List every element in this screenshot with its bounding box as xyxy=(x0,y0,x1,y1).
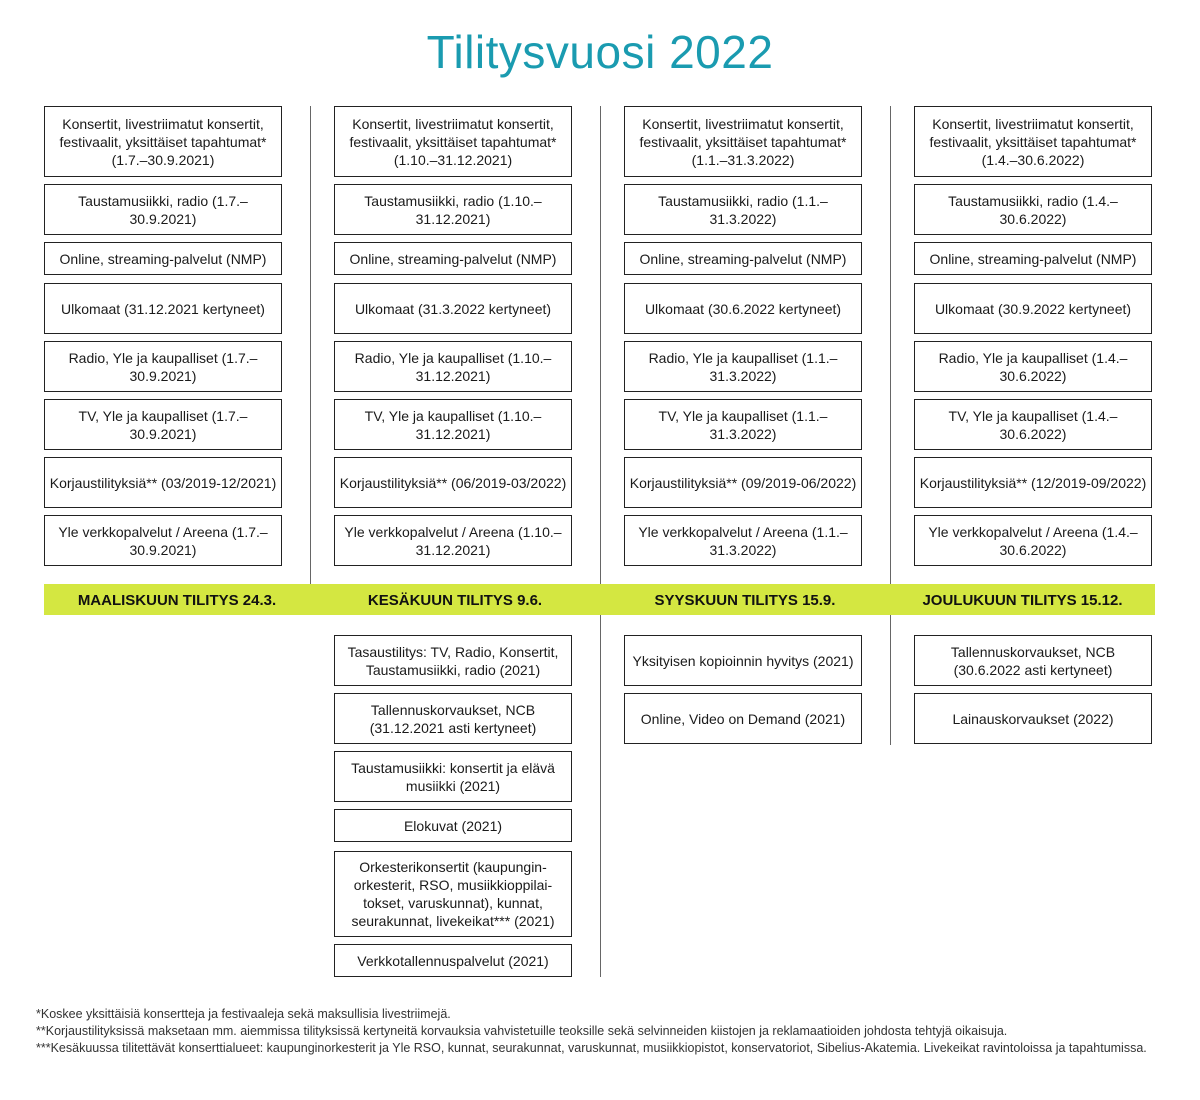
royalty-item-box xyxy=(624,399,862,450)
royalty-item-box xyxy=(44,457,282,508)
box-label: Ulkomaat (31.3.2022 kertyneet) xyxy=(354,300,552,317)
box-label: Orkesterikonsertit (kaupungin-orkesterit, RSO, musiikkioppilai-tokset, varuskunnat), kunnat, seurakunnat, livekeikat*** (2021) xyxy=(351,859,555,929)
payout-date-label: MAALISKUUN TILITYS 24.3. xyxy=(77,592,277,609)
box-label: Yksityisen kopioinnin hyvitys (2021) xyxy=(632,652,854,669)
additional-payout-box xyxy=(914,693,1152,744)
box-label: Konsertit, livestriimatut konsertit, festivaalit, yksittäiset tapahtumat* (1.10.–31.12.2021) xyxy=(349,115,557,168)
box-label: Taustamusiikki, radio (1.10.–31.12.2021) xyxy=(364,192,542,227)
box-label: Radio, Yle ja kaupalliset (1.4.–30.6.2022) xyxy=(938,349,1128,384)
box-label: Taustamusiikki, radio (1.1.–31.3.2022) xyxy=(658,192,828,227)
royalty-item-box xyxy=(44,399,282,450)
royalty-item-box xyxy=(44,515,282,566)
royalty-item-box xyxy=(334,106,572,177)
royalty-item-box xyxy=(44,341,282,392)
box-label: Online, streaming-palvelut (NMP) xyxy=(349,250,557,267)
royalty-item-box xyxy=(624,242,862,275)
box-label: Verkkotallennuspalvelut (2021) xyxy=(357,952,549,969)
box-label: Online, Video on Demand (2021) xyxy=(640,710,846,727)
royalty-item-box xyxy=(624,457,862,508)
box-label: Taustamusiikki: konsertit ja elävä musiikki (2021) xyxy=(351,759,555,794)
royalty-item-box xyxy=(624,106,862,177)
royalty-item-box xyxy=(334,457,572,508)
box-label: TV, Yle ja kaupalliset (1.4.–30.6.2022) xyxy=(948,407,1118,442)
royalty-item-box xyxy=(334,184,572,235)
additional-payout-box xyxy=(334,635,572,686)
box-label: Yle verkkopalvelut / Areena (1.10.–31.12.2021) xyxy=(344,523,562,558)
box-label: Taustamusiikki, radio (1.7.–30.9.2021) xyxy=(78,192,248,227)
royalty-item-box xyxy=(44,106,282,177)
additional-payout-box xyxy=(334,851,572,937)
box-label: Konsertit, livestriimatut konsertit, festivaalit, yksittäiset tapahtumat* (1.4.–30.6.2022) xyxy=(929,115,1137,168)
additional-payout-box xyxy=(334,809,572,842)
payout-date-label: SYYSKUUN TILITYS 15.9. xyxy=(654,592,836,609)
box-label: Online, streaming-palvelut (NMP) xyxy=(639,250,847,267)
box-label: Online, streaming-palvelut (NMP) xyxy=(59,250,267,267)
box-label: TV, Yle ja kaupalliset (1.7.–30.9.2021) xyxy=(78,407,248,442)
box-label: Radio, Yle ja kaupalliset (1.1.–31.3.2022) xyxy=(648,349,838,384)
additional-payout-box xyxy=(334,693,572,744)
royalty-item-box xyxy=(914,242,1152,275)
royalty-item-box xyxy=(334,341,572,392)
royalty-item-box xyxy=(914,457,1152,508)
box-label: Korjaustilityksiä** (12/2019-09/2022) xyxy=(919,474,1147,491)
royalty-item-box xyxy=(44,283,282,334)
royalty-item-box xyxy=(914,184,1152,235)
footnote-1: *Koskee yksittäisiä konsertteja ja festivaaleja sekä maksullisia livestriimejä. xyxy=(36,1007,451,1021)
royalty-item-box xyxy=(624,341,862,392)
payout-date-label: KESÄKUUN TILITYS 9.6. xyxy=(367,592,543,609)
page-title: Tilitysvuosi 2022 xyxy=(426,26,774,78)
footnote-3: ***Kesäkuussa tilitettävät konserttialueet: kaupunginorkesterit ja Yle RSO, kunnat, seurakunnat, varuskunnat, musiikkiopistot, konservatoriot, Sibelius-Akatemia. Livekeikat ravintoloissa ja tapahtumissa. xyxy=(36,1041,1147,1055)
box-label: Korjaustilityksiä** (09/2019-06/2022) xyxy=(629,474,857,491)
box-label: Yle verkkopalvelut / Areena (1.7.–30.9.2021) xyxy=(58,523,268,558)
royalty-item-box xyxy=(44,242,282,275)
additional-payout-box xyxy=(334,751,572,802)
royalty-item-box xyxy=(624,283,862,334)
box-label: TV, Yle ja kaupalliset (1.1.–31.3.2022) xyxy=(658,407,828,442)
additional-payout-box xyxy=(334,944,572,977)
box-label: Taustamusiikki, radio (1.4.–30.6.2022) xyxy=(948,192,1118,227)
payout-date-label: JOULUKUUN TILITYS 15.12. xyxy=(922,592,1123,609)
royalty-item-box xyxy=(334,399,572,450)
column-separator xyxy=(890,106,891,745)
column-separator xyxy=(600,106,601,977)
box-label: Yle verkkopalvelut / Areena (1.1.–31.3.2022) xyxy=(638,523,848,558)
box-label: Online, streaming-palvelut (NMP) xyxy=(929,250,1137,267)
royalty-item-box xyxy=(914,106,1152,177)
box-label: Radio, Yle ja kaupalliset (1.7.–30.9.2021) xyxy=(68,349,258,384)
box-label: Yle verkkopalvelut / Areena (1.4.–30.6.2022) xyxy=(928,523,1138,558)
box-label: Korjaustilityksiä** (03/2019-12/2021) xyxy=(49,474,277,491)
box-label: Tallennuskorvaukset, NCB (31.12.2021 asti kertyneet) xyxy=(369,701,537,736)
footnotes xyxy=(36,1006,1166,1057)
additional-payout-box xyxy=(624,693,862,744)
box-label: Lainauskorvaukset (2022) xyxy=(952,710,1114,727)
royalty-item-box xyxy=(624,184,862,235)
royalty-item-box xyxy=(334,515,572,566)
column-separator xyxy=(310,106,311,614)
box-label: Tasaustilitys: TV, Radio, Konsertit, Taustamusiikki, radio (2021) xyxy=(347,643,559,678)
royalty-item-box xyxy=(914,515,1152,566)
box-label: Ulkomaat (31.12.2021 kertyneet) xyxy=(61,300,265,317)
royalty-item-box xyxy=(914,399,1152,450)
box-label: Tallennuskorvaukset, NCB (30.6.2022 asti kertyneet) xyxy=(950,643,1116,678)
box-label: Konsertit, livestriimatut konsertit, festivaalit, yksittäiset tapahtumat* (1.1.–31.3.2022) xyxy=(639,115,847,168)
box-label: Konsertit, livestriimatut konsertit, festivaalit, yksittäiset tapahtumat* (1.7.–30.9.2021) xyxy=(59,115,267,168)
royalty-item-box xyxy=(914,341,1152,392)
box-label: Ulkomaat (30.9.2022 kertyneet) xyxy=(934,300,1132,317)
royalty-item-box xyxy=(44,184,282,235)
royalty-item-box xyxy=(624,515,862,566)
box-label: Ulkomaat (30.6.2022 kertyneet) xyxy=(644,300,842,317)
box-label: Elokuvat (2021) xyxy=(403,817,503,834)
footnote-2: **Korjaustilityksissä maksetaan mm. aiemmissa tilityksissä kertyneitä korvauksia vahvistetuille teoksille sekä selvinneiden kiistojen ja reklamaatioiden johdosta tehtyjä oikaisuja. xyxy=(36,1024,1008,1038)
box-label: TV, Yle ja kaupalliset (1.10.–31.12.2021) xyxy=(364,407,542,442)
additional-payout-box xyxy=(914,635,1152,686)
box-label: Korjaustilityksiä** (06/2019-03/2022) xyxy=(339,474,567,491)
additional-payout-box xyxy=(624,635,862,686)
royalty-item-box xyxy=(914,283,1152,334)
box-label: Radio, Yle ja kaupalliset (1.10.–31.12.2021) xyxy=(354,349,552,384)
royalty-item-box xyxy=(334,242,572,275)
royalty-item-box xyxy=(334,283,572,334)
